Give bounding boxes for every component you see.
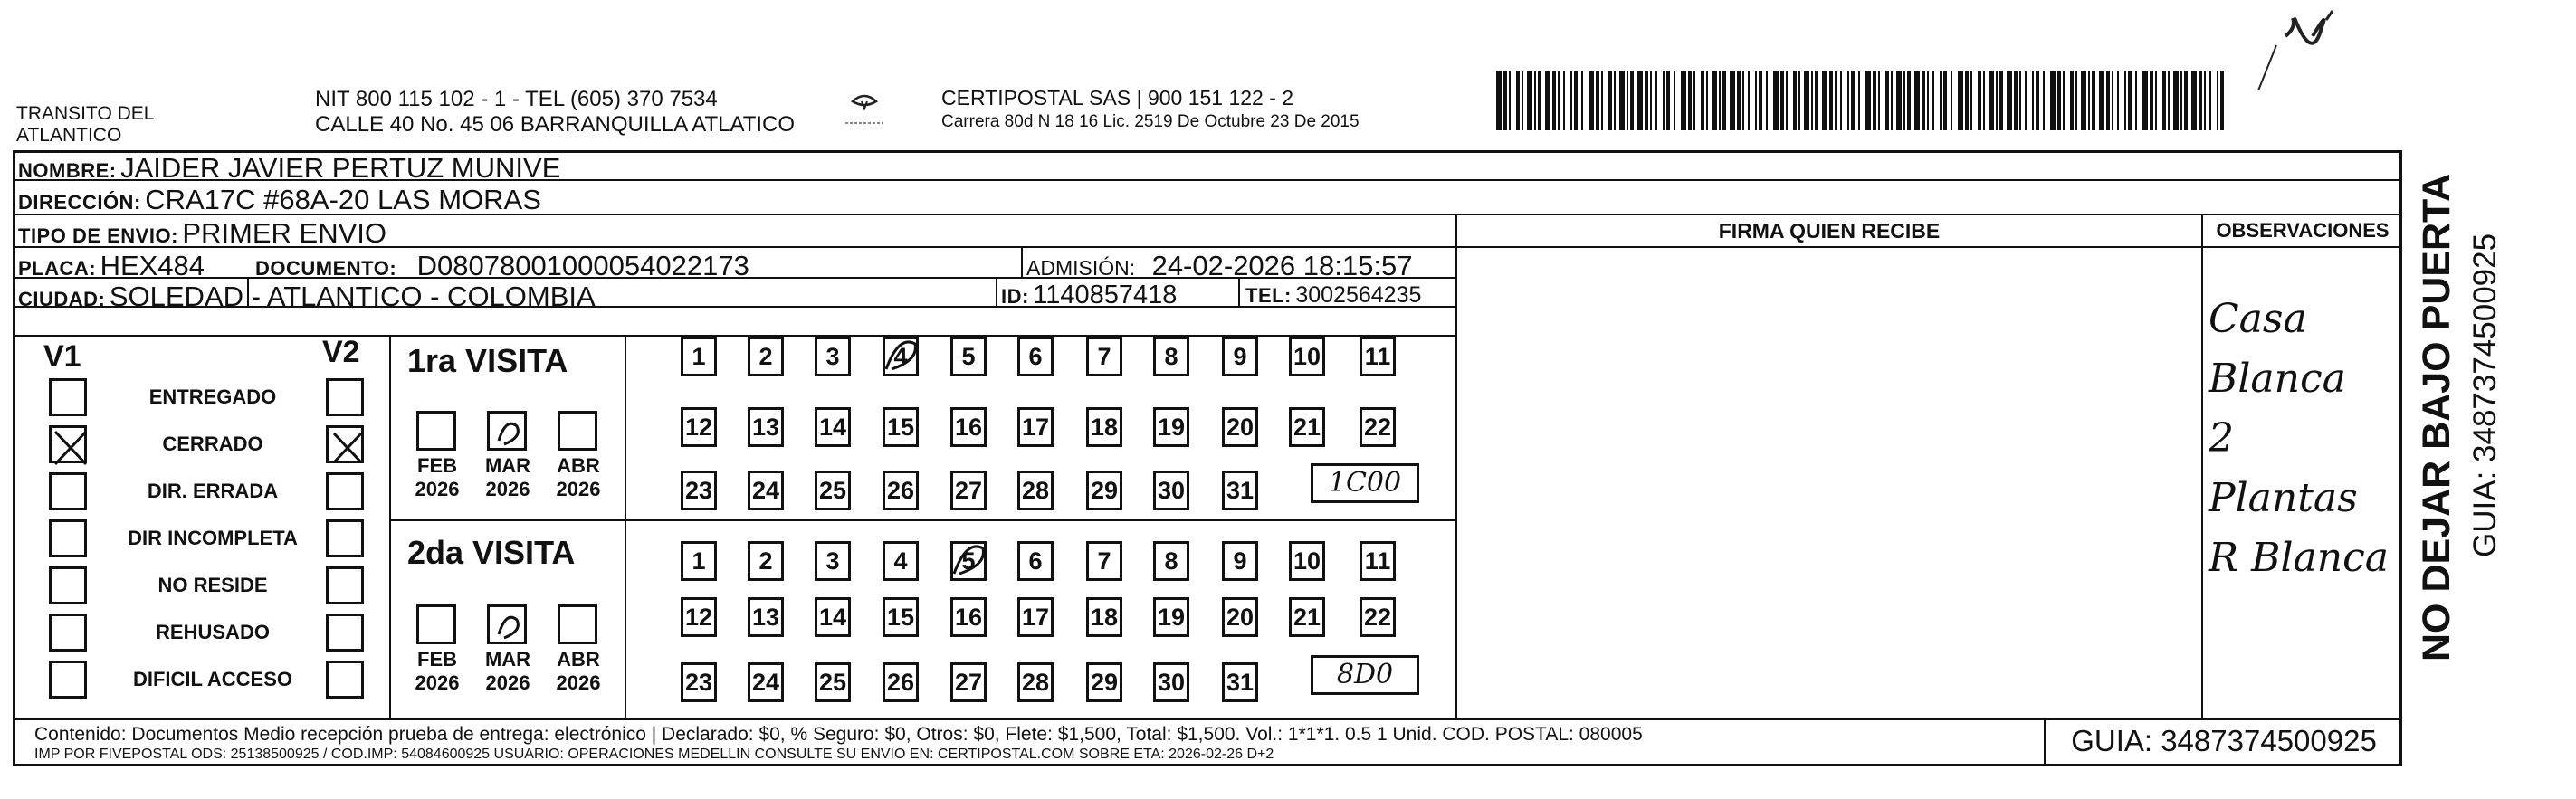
- nombre-value: JAIDER JAVIER PERTUZ MUNIVE: [120, 152, 561, 184]
- ciudad-label: CIUDAD:: [18, 288, 106, 310]
- second-visit-hour: 8D0: [1311, 655, 1419, 695]
- v2-checkbox[interactable]: [326, 566, 364, 604]
- day-box[interactable]: 17: [1017, 407, 1054, 447]
- day-box[interactable]: 2: [748, 337, 784, 376]
- sender-name-line1: TRANSITO DEL: [16, 103, 155, 124]
- observation-line: 2: [2209, 415, 2234, 461]
- day-box[interactable]: 7: [1086, 541, 1122, 581]
- observation-line: Plantas: [2209, 475, 2358, 521]
- v1-label: V1: [43, 339, 81, 374]
- day-box[interactable]: 4: [883, 541, 919, 581]
- documento-value: D08078001000054022173: [416, 250, 749, 281]
- id-value: 1140857418: [1033, 281, 1178, 309]
- day-box[interactable]: 19: [1153, 407, 1189, 447]
- v2-checkbox[interactable]: [326, 519, 364, 557]
- day-box[interactable]: 1: [681, 337, 717, 376]
- day-box[interactable]: 11: [1360, 337, 1396, 376]
- day-box[interactable]: 6: [1017, 541, 1054, 581]
- month-year: 2026: [415, 671, 460, 694]
- day-box[interactable]: 29: [1086, 471, 1122, 510]
- day-box[interactable]: 30: [1153, 471, 1189, 510]
- v1-checkbox[interactable]: [49, 519, 87, 557]
- sender-name: [16, 103, 154, 147]
- month-name: ABR: [557, 648, 600, 671]
- day-box[interactable]: 25: [815, 471, 851, 510]
- v2-checkbox[interactable]: [326, 425, 364, 463]
- month-checkbox-feb[interactable]: [416, 604, 456, 644]
- day-box[interactable]: 20: [1222, 597, 1258, 637]
- check-mark-icon: [490, 414, 530, 453]
- day-box[interactable]: 27: [950, 662, 987, 702]
- day-box[interactable]: 1: [681, 541, 717, 581]
- admision-label: ADMISIÓN:: [1026, 256, 1136, 280]
- v1-checkbox[interactable]: [49, 472, 87, 510]
- side-warning: NO DEJAR BAJO PUERTA: [2415, 173, 2458, 661]
- month-checkbox-mar[interactable]: [487, 411, 527, 451]
- v1-checkbox[interactable]: [49, 378, 87, 416]
- day-box[interactable]: 8: [1153, 337, 1189, 376]
- status-label: DIR INCOMPLETA: [128, 527, 298, 549]
- footer-imp-line: IMP POR FIVEPOSTAL ODS: 25138500925 / COD.IMP: 54084600925 USUARIO: OPERACIONES MEDELLIN CONSULTE SU ENVIO EN: CERTIPOSTAL.COM SOBRE ETA: 2026-02-26 D+2: [34, 747, 1274, 762]
- day-box[interactable]: 23: [681, 662, 717, 702]
- ciudad-row: [18, 281, 596, 313]
- status-label: DIR. ERRADA: [147, 480, 279, 502]
- observation-line: R Blanca: [2209, 535, 2389, 581]
- documento-label: DOCUMENTO:: [255, 257, 397, 280]
- day-box[interactable]: 21: [1289, 407, 1325, 447]
- month-name: FEB: [417, 454, 457, 477]
- first-visit-hour: 1C00: [1311, 463, 1419, 503]
- day-box[interactable]: 23: [681, 471, 717, 510]
- documento-row: [255, 250, 749, 282]
- handwritten-mark: [2249, 0, 2367, 100]
- status-label: DIFICIL ACCESO: [132, 668, 292, 690]
- footer-contents: Contenido: Documentos Medio recepción prueba de entrega: electrónico | Declarado: $0, % Seguro: $0, Otros: $0, Flete: $1,500, Total: $1,500. Vol.: 1*1*1. 0.5 1 Unid. COD. POSTAL: 080005: [34, 724, 1643, 745]
- side-guia: GUIA: 3487374500925: [2467, 233, 2503, 557]
- tel-value: 3002564235: [1295, 282, 1422, 308]
- day-box[interactable]: 21: [1289, 597, 1325, 637]
- v1-checkbox[interactable]: [49, 425, 87, 463]
- day-box[interactable]: 5: [950, 337, 987, 376]
- day-box[interactable]: 14: [815, 407, 851, 447]
- observaciones-header: OBSERVACIONES: [2216, 219, 2390, 242]
- day-box[interactable]: 7: [1086, 337, 1122, 376]
- ciudad-value: SOLEDAD - ATLANTICO - COLOMBIA: [109, 281, 596, 312]
- observation-line: Casa: [2209, 296, 2307, 342]
- v2-checkbox[interactable]: [326, 378, 364, 416]
- day-box[interactable]: 27: [950, 471, 987, 510]
- firma-header: FIRMA QUIEN RECIBE: [1718, 219, 1941, 243]
- day-box[interactable]: 19: [1153, 597, 1189, 637]
- month-year: 2026: [485, 671, 530, 694]
- placa-value: HEX484: [100, 250, 205, 281]
- sender-address: CALLE 40 No. 45 06 BARRANQUILLA ATLATICO: [315, 112, 796, 137]
- day-box[interactable]: 15: [883, 597, 919, 637]
- status-label: NO RESIDE: [157, 574, 268, 596]
- second-visit-title: 2da VISITA: [407, 534, 576, 571]
- placa-label: PLACA:: [18, 257, 97, 280]
- day-box[interactable]: 13: [748, 597, 784, 637]
- x-mark-icon: [329, 428, 367, 466]
- check-mark-icon: [490, 607, 530, 647]
- direccion-row: [18, 184, 541, 216]
- day-box[interactable]: 28: [1017, 471, 1054, 510]
- day-box[interactable]: 16: [950, 597, 987, 637]
- month-year: 2026: [556, 671, 601, 694]
- day-box[interactable]: 2: [748, 541, 784, 581]
- day-box[interactable]: 13: [748, 407, 784, 447]
- day-box[interactable]: 9: [1222, 337, 1258, 376]
- v1-checkbox[interactable]: [49, 614, 87, 652]
- v1-checkbox[interactable]: [49, 566, 87, 604]
- day-box[interactable]: 10: [1289, 541, 1325, 581]
- day-box[interactable]: 5: [950, 541, 987, 581]
- tipo-label: TIPO DE ENVIO:: [18, 224, 178, 247]
- day-box[interactable]: 24: [748, 662, 784, 702]
- status-label: CERRADO: [162, 433, 263, 455]
- day-box[interactable]: 28: [1017, 662, 1054, 702]
- month-year: 2026: [415, 478, 460, 500]
- tel-row: [1245, 282, 1421, 309]
- day-box[interactable]: 20: [1222, 407, 1258, 447]
- day-box[interactable]: 30: [1153, 662, 1189, 702]
- v2-checkbox[interactable]: [326, 614, 364, 652]
- tipo-value: PRIMER ENVIO: [182, 217, 387, 249]
- nombre-label: NOMBRE:: [18, 159, 117, 182]
- x-mark-icon: [52, 428, 90, 466]
- day-mark-icon: [879, 333, 924, 385]
- day-box[interactable]: 12: [681, 407, 717, 447]
- id-row: [1001, 281, 1177, 310]
- day-box[interactable]: 4: [883, 337, 919, 376]
- month-name: FEB: [417, 648, 457, 671]
- observations-notes: [2209, 290, 2399, 588]
- observation-line: Blanca: [2209, 356, 2346, 402]
- sender-info: [315, 87, 795, 138]
- day-box[interactable]: 16: [950, 407, 987, 447]
- month-year: 2026: [556, 478, 601, 500]
- placa-row: [18, 250, 205, 282]
- day-box[interactable]: 31: [1222, 471, 1258, 510]
- day-mark-icon: [947, 537, 992, 589]
- day-box[interactable]: 10: [1289, 337, 1325, 376]
- carrier-name: CERTIPOSTAL SAS | 900 151 122 - 2: [941, 86, 1294, 109]
- tel-label: TEL:: [1245, 284, 1292, 307]
- month-checkbox-feb[interactable]: [416, 411, 456, 451]
- month-name: MAR: [484, 454, 531, 477]
- v2-label: V2: [322, 335, 360, 369]
- nombre-row: [18, 152, 560, 185]
- day-box[interactable]: 9: [1222, 541, 1258, 581]
- sender-name-line2: ATLANTICO: [16, 125, 122, 146]
- v2-checkbox[interactable]: [326, 661, 364, 699]
- month-checkbox-abr[interactable]: [558, 411, 597, 451]
- day-box[interactable]: 3: [815, 541, 851, 581]
- day-box[interactable]: 18: [1086, 597, 1122, 637]
- carrier-info: [941, 85, 1360, 134]
- day-box[interactable]: 26: [883, 662, 919, 702]
- day-box[interactable]: 31: [1222, 662, 1258, 702]
- day-box[interactable]: 14: [815, 597, 851, 637]
- status-label: ENTREGADO: [148, 385, 277, 408]
- day-box[interactable]: 12: [681, 597, 717, 637]
- direccion-value: CRA17C #68A-20 LAS MORAS: [145, 184, 541, 215]
- footer-guia: GUIA: 3487374500925: [2071, 724, 2377, 757]
- day-box[interactable]: 22: [1360, 597, 1396, 637]
- day-box[interactable]: 17: [1017, 597, 1054, 637]
- day-box[interactable]: 29: [1086, 662, 1122, 702]
- carrier-license: Carrera 80d N 18 16 Lic. 2519 De Octubre 23 De 2015: [941, 112, 1360, 131]
- sender-nit: NIT 800 115 102 - 1 - TEL (605) 370 7534: [315, 87, 718, 111]
- admision-value: 24-02-2026 18:15:57: [1151, 250, 1413, 281]
- id-label: ID:: [1001, 285, 1029, 308]
- day-box[interactable]: 3: [815, 337, 851, 376]
- direccion-label: DIRECCIÓN:: [18, 191, 141, 214]
- v2-checkbox[interactable]: [326, 472, 364, 510]
- day-box[interactable]: 15: [883, 407, 919, 447]
- status-label: REHUSADO: [156, 621, 270, 643]
- day-box[interactable]: 22: [1360, 407, 1396, 447]
- month-checkbox-mar[interactable]: [487, 604, 527, 644]
- month-name: MAR: [484, 648, 531, 671]
- day-box[interactable]: 8: [1153, 541, 1189, 581]
- day-box[interactable]: 6: [1017, 337, 1054, 376]
- day-box[interactable]: 11: [1360, 541, 1396, 581]
- admision-row: [1026, 250, 1412, 282]
- tipo-row: [18, 217, 386, 250]
- month-year: 2026: [485, 478, 530, 500]
- month-name: ABR: [557, 454, 600, 477]
- month-checkbox-abr[interactable]: [558, 604, 597, 644]
- first-visit-title: 1ra VISITA: [407, 342, 568, 379]
- carrier-logo-icon: [842, 89, 887, 128]
- barcode-bar: [2224, 71, 2228, 130]
- day-box[interactable]: 26: [883, 471, 919, 510]
- day-box[interactable]: 18: [1086, 407, 1122, 447]
- day-box[interactable]: 24: [748, 471, 784, 510]
- day-box[interactable]: 25: [815, 662, 851, 702]
- barcode: [1496, 71, 2229, 130]
- v1-checkbox[interactable]: [49, 661, 87, 699]
